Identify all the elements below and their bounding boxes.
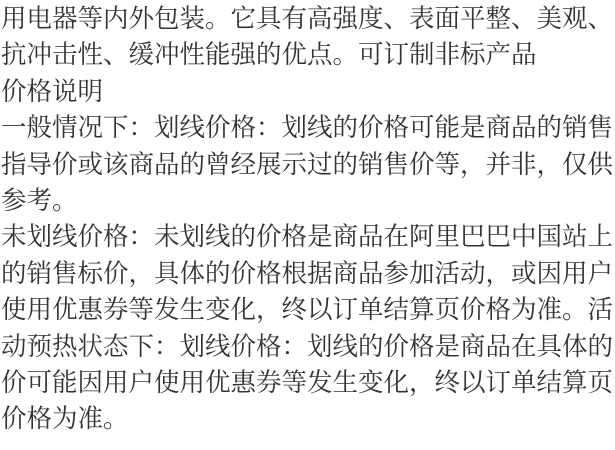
text-line: 指导价或该商品的曾经展示过的销售价等，并非，仅供: [1, 150, 614, 179]
text-line: 用电器等内外包装。它具有高强度、表面平整、美观、: [1, 5, 614, 33]
price-note-heading: 价格说明: [1, 77, 104, 106]
text-line: 参考。: [1, 187, 78, 216]
text-line: 价可能因用户使用优惠券等发生变化，终以订单结算页: [1, 369, 614, 398]
text-line: 抗冲击性、缓冲性能强的优点。可订制非标产品: [1, 41, 537, 70]
text-line: 未划线价格：未划线的价格是商品在阿里巴巴中国站上: [1, 223, 614, 252]
text-line: 的销售标价，具体的价格根据商品参加活动，或因用户: [1, 259, 614, 288]
text-line: 一般情况下：划线价格：划线的价格可能是商品的销售: [1, 114, 614, 143]
text-line: 使用优惠券等发生变化，终以订单结算页价格为准。活: [1, 296, 614, 325]
text-line: 价格为准。: [1, 405, 129, 434]
text-line: 动预热状态下：划线价格：划线的价格是商品在具体的: [1, 332, 614, 361]
